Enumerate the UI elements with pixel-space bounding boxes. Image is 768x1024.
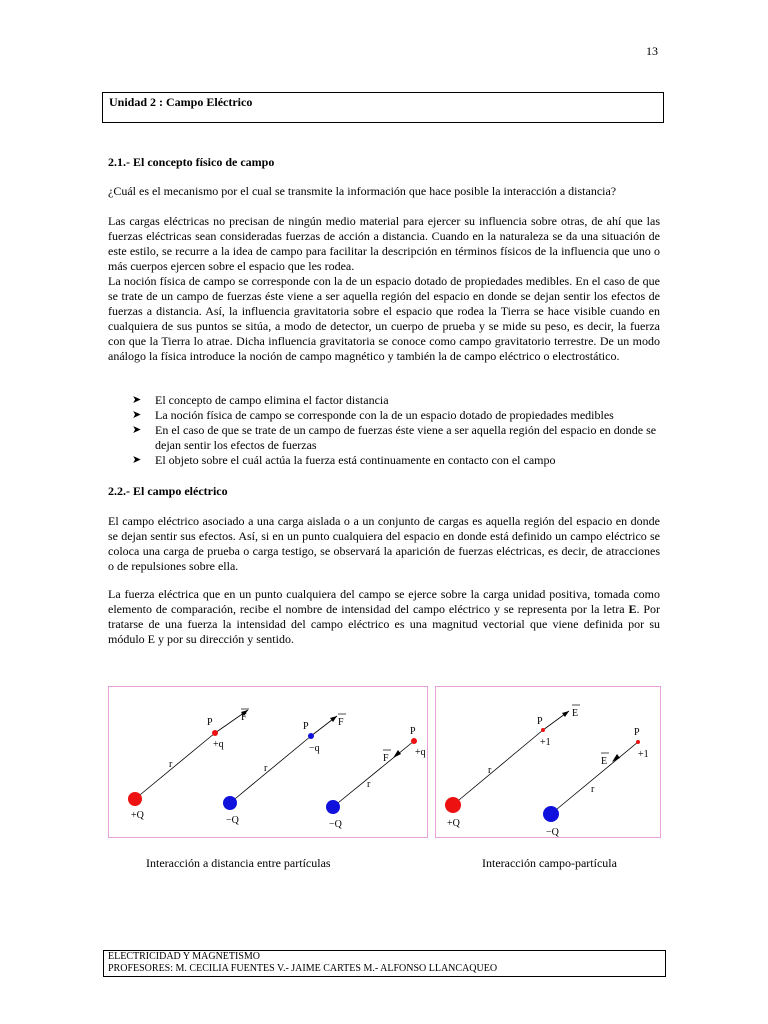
figure-right-caption: Interacción campo-partícula: [482, 856, 617, 870]
section-1-question: ¿Cuál es el mecanismo por el cual se transmite la información que hace posible la interacción a distancia?: [108, 184, 617, 198]
charge-label: +1: [638, 749, 649, 760]
field-label: E: [601, 756, 608, 767]
positive-test-charge: [411, 738, 417, 744]
section-1-paragraph-1: Las cargas eléctricas no precisan de ningún medio material para ejercer su influencia sobre otras, de ahí que las fuerzas eléctricas sean consideradas fuerzas de acción a distancia. Cuando en la naturaleza se da una situación de este estilo, se recurre a la idea de campo para facilitar la descripción en términos físicos de la influencia que uno o más cuerpos ejercen sobre el espacio que les rodea.: [108, 214, 660, 273]
charge-label: −q: [309, 743, 320, 754]
unit-title: Unidad 2 : Campo Eléctrico: [109, 95, 253, 109]
list-item: ➤ La noción física de campo se corresponde con la de un espacio dotado de propiedades medibles: [132, 408, 614, 422]
unit-test-charge: [541, 728, 545, 732]
charge-label: +q: [415, 747, 426, 758]
footer-course: ELECTRICIDAD Y MAGNETISMO: [108, 951, 261, 962]
list-item: ➤ En el caso de que se trate de un campo de fuerzas éste viene a ser aquella región del espacio en donde se dejan sentir los efectos de fuerzas: [132, 423, 657, 452]
distance-label: r: [169, 759, 173, 770]
charge-label: −Q: [546, 827, 559, 837]
arrow-bullet-icon: ➤: [132, 409, 142, 421]
point-label: P: [410, 726, 416, 737]
negative-test-charge: [308, 733, 314, 739]
unit-title-box: [102, 92, 664, 123]
page-footer: [103, 950, 666, 977]
unit-test-charge: [636, 740, 640, 744]
distance-label: r: [488, 765, 492, 776]
point-label: P: [537, 716, 543, 727]
charge-label: +q: [213, 739, 224, 750]
force-label: F: [241, 712, 247, 723]
point-label: P: [207, 717, 213, 728]
footer-professors: PROFESORES: M. CECILIA FUENTES V.- JAIME CARTES M.- ALFONSO LLANCAQUEO: [108, 963, 498, 974]
figure-left-caption: Interacción a distancia entre partículas: [146, 856, 331, 870]
charge-label: +Q: [131, 810, 144, 821]
field-label: E: [572, 708, 579, 719]
negative-source-charge: [543, 806, 559, 822]
distance-label: r: [367, 779, 371, 790]
arrow-bullet-icon: ➤: [132, 394, 142, 406]
vector-e-symbol: E: [628, 602, 637, 616]
section-1-paragraph-2: La noción física de campo se corresponde con la de un espacio dotado de propiedades medibles. En el caso de que se trate de un campo de fuerzas éste viene a ser aquella región del espacio en donde se dejan sentir los efectos de fuerzas a distancia. Así, la influencia gravitatoria sobre el espacio que rodea la Tierra se hace visible cuando en cualquiera de sus puntos se sitúa, a modo de detector, un cuerpo de prueba y se mide su peso, es decir, la fuerza con que la Tierra lo atrae. Dicha influencia gravitatoria se conoce como campo gravitatorio terrestre. De un modo análogo la física introduce la noción de campo magnético y también la de campo eléctrico o electrostático.: [108, 274, 660, 363]
negative-source-charge: [223, 796, 237, 810]
distance-label: r: [591, 784, 595, 795]
figure-left-diagram: [109, 687, 427, 837]
force-label: F: [383, 753, 389, 764]
charge-label: +1: [540, 737, 551, 748]
section-2-paragraph-2: La fuerza eléctrica que en un punto cualquiera del campo se ejerce sobre la carga unidad positiva, tomada como elemento de comparación, recibe el nombre de intensidad del campo eléctrico y se representa por la letra E. Por tratarse de una fuerza la intensidad del campo eléctrico es una magnitud vectorial que viene definida por su módulo E y por su dirección y sentido.: [108, 587, 661, 646]
charge-label: −Q: [329, 819, 342, 830]
negative-source-charge: [326, 800, 340, 814]
arrow-bullet-icon: ➤: [132, 424, 142, 436]
point-label: P: [634, 727, 640, 738]
figure-right: [435, 686, 661, 838]
arrow-bullet-icon: ➤: [132, 454, 142, 466]
point-label: P: [303, 721, 309, 732]
page-number: 13: [646, 44, 658, 58]
list-item: ➤ El concepto de campo elimina el factor distancia: [132, 393, 389, 407]
figure-left: [108, 686, 428, 838]
force-label: F: [338, 717, 344, 728]
distance-label: r: [264, 763, 268, 774]
list-item: ➤ El objeto sobre el cuál actúa la fuerza está continuamente en contacto con el campo: [132, 453, 556, 467]
charge-label: +Q: [447, 818, 460, 829]
section-2-paragraph-1: El campo eléctrico asociado a una carga aislada o a un conjunto de cargas es aquella región del espacio en donde se dejan sentir sus efectos. Así, si en un punto cualquiera del espacio en donde está definido un campo eléctrico se coloca una carga de prueba o carga testigo, se observará la aparición de fuerzas eléctricas, es decir, de atracciones o de repulsiones sobre ella.: [108, 514, 660, 573]
section-1-heading: 2.1.- El concepto físico de campo: [108, 155, 275, 169]
charge-label: −Q: [226, 815, 239, 826]
positive-source-charge: [445, 797, 461, 813]
positive-source-charge: [128, 792, 142, 806]
bullet-list: [128, 393, 660, 468]
positive-test-charge: [212, 730, 218, 736]
section-2-heading: 2.2.- El campo eléctrico: [108, 484, 228, 498]
figure-right-diagram: [436, 687, 660, 837]
